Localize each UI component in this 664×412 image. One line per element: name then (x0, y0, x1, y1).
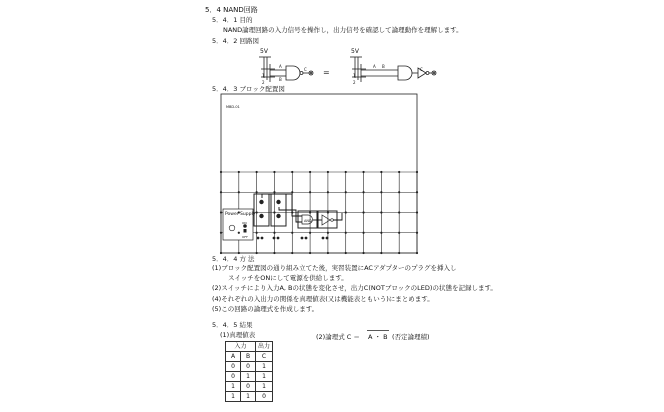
pin-a-left: A (279, 64, 282, 69)
table-row (226, 392, 273, 402)
vcc-label-left: 5V (260, 48, 268, 55)
pin-a-right: A (373, 64, 376, 69)
cell: 0 (226, 372, 241, 382)
pin-b-left: B (279, 77, 282, 82)
power-supply-label: Power Supply (225, 212, 256, 217)
table-row (226, 362, 273, 372)
power-off-label: OFF (242, 235, 248, 239)
method-step-5: (5)この回路の論理式を作成します。 (212, 305, 319, 313)
equals-sign: = (323, 68, 330, 77)
truth-table-caption: (1)真理値表 (220, 331, 256, 339)
logic-formula-suffix: (否定論理積) (392, 333, 430, 341)
cell: 1 (256, 382, 273, 392)
header-output: 出力 (256, 342, 273, 352)
method-title: 5．4．4 方 法 (212, 255, 255, 263)
cell: 1 (241, 392, 256, 402)
sw2-left: 2 (262, 80, 265, 85)
method-step-1b: スイッチをONにして電源を供給します。 (228, 274, 348, 282)
truth-table (225, 341, 273, 402)
pin-c-right: C (420, 67, 423, 72)
logic-formula-prefix: (2)論理式 C ＝ (316, 333, 360, 341)
cell: 0 (241, 362, 256, 372)
col-b: B (241, 352, 256, 362)
purpose-text: NAND論理回路の入力信号を操作し，出力信号を確認して論理動作を理解します。 (223, 26, 463, 34)
pin-c-left: C (304, 67, 307, 72)
cell: 1 (226, 392, 241, 402)
power-on-label: ON (242, 221, 247, 225)
logic-formula-expr: A ・ B (368, 333, 388, 341)
board-model: MBD-01 (226, 105, 240, 109)
vcc-label-right: 5V (351, 48, 359, 55)
pin-b-right: B (382, 64, 385, 69)
sw1-left: 1 (262, 73, 265, 78)
method-step-2: (2)スイッチにより入力A, Bの状態を変化させ，出力C(NOTブロックのLED)の状態を記録します。 (212, 284, 497, 292)
cell: 1 (256, 372, 273, 382)
header-input: 入力 (226, 342, 256, 352)
method-step-1: (1)ブロック配置図の通り組み立てた後，実習装置にACアダプターのプラグを挿入し (212, 264, 457, 272)
col-c: C (256, 352, 273, 362)
circuit-title: 5．4．2 回路図 (212, 37, 259, 45)
sw2-right: 2 (353, 80, 356, 85)
cell: 0 (256, 392, 273, 402)
purpose-title: 5．4．1 目的 (212, 16, 253, 24)
and-module-label: AND (304, 219, 312, 223)
method-step-4: (4)それぞれの入出力の関係を真理値表(又は機能表ともいう)にまとめます。 (212, 295, 434, 303)
cell: 0 (241, 382, 256, 392)
cell: 1 (256, 362, 273, 372)
cell: 1 (226, 382, 241, 392)
col-a: A (226, 352, 241, 362)
cell: 1 (241, 372, 256, 382)
layout-title: 5．4．3 ブロック配置図 (212, 85, 285, 93)
table-row (226, 382, 273, 392)
table-row (226, 372, 273, 382)
results-title: 5．4．5 結果 (212, 321, 253, 329)
cell: 0 (226, 362, 241, 372)
sw1-right: 1 (353, 73, 356, 78)
section-heading: 5．4 NAND回路 (205, 6, 258, 14)
